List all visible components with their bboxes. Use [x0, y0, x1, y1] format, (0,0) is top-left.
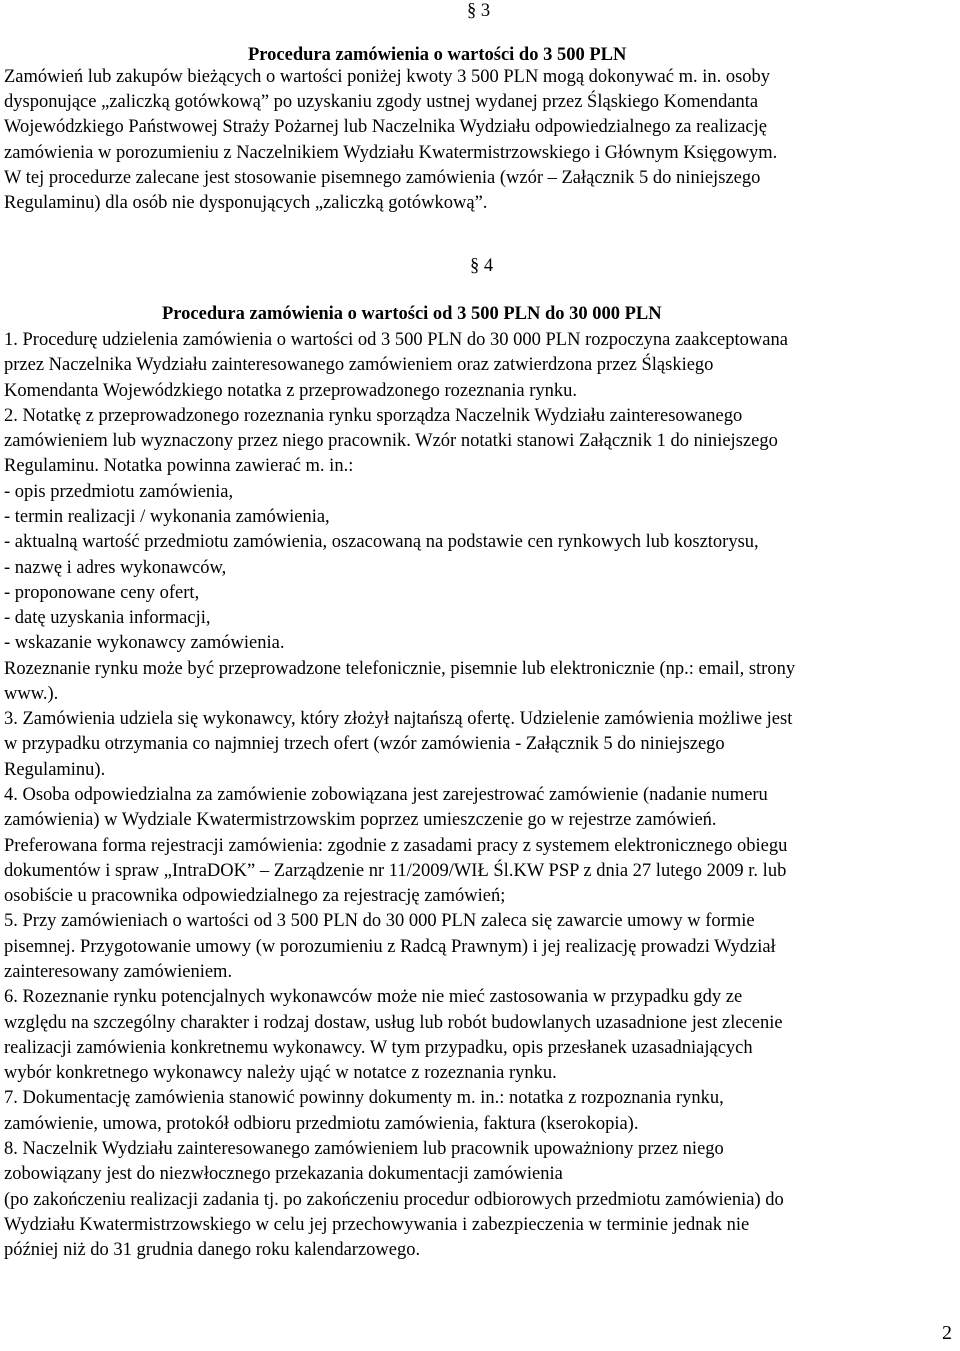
section-4-mark: § 4	[470, 256, 494, 276]
text-line: 1. Procedurę udzielenia zamówienia o wartości od 3 500 PLN do 30 000 PLN rozpoczyna zaakceptowana	[4, 330, 788, 350]
text-line: W tej procedurze zalecane jest stosowanie pisemnego zamówienia (wzór – Załącznik 5 do niniejszego	[4, 167, 761, 188]
text-line: 7. Dokumentację zamówienia stanowić powinny dokumenty m. in.: notatka z rozpoznania rynku,	[4, 1088, 724, 1109]
text-line: 2. Notatkę z przeprowadzonego rozeznania rynku sporządza Naczelnik Wydziału zainteresowanego	[4, 405, 743, 426]
text-line: Preferowana forma rejestracji zamówienia: zgodnie z zasadami pracy z systemem elektronicznego obiegu	[4, 835, 788, 856]
text-line: www.).	[4, 683, 59, 704]
text-line: dokumentów i spraw „IntraDOK” – Zarządzenie nr 11/2009/WIŁ Śl.KW PSP z dnia 27 lutego 2009 r. lub	[4, 860, 787, 881]
text-line: 5. Przy zamówieniach o wartości od 3 500 PLN do 30 000 PLN zaleca się zawarcie umowy w formie	[4, 911, 755, 932]
text-line: realizacji zamówienia konkretnemu wykonawcy. W tym przypadku, opis przesłanek uzasadniających	[4, 1037, 753, 1058]
text-line: - opis przedmiotu zamówienia,	[4, 481, 234, 502]
section-3-title: Procedura zamówienia o wartości do 3 500 PLN	[248, 45, 627, 65]
text-line: wybór konkretnego wykonawcy należy ująć w notatce z rozeznania rynku.	[4, 1063, 557, 1084]
text-line: w przypadku otrzymania co najmniej trzech ofert (wzór zamówienia - Załącznik 5 do niniejszego	[4, 734, 725, 755]
text-line: - aktualną wartość przedmiotu zamówienia, oszacowaną na podstawie cen rynkowych lub kosztorysu,	[4, 532, 759, 553]
text-line: zobowiązany jest do niezwłocznego przekazania dokumentacji zamówienia	[4, 1164, 563, 1185]
text-line: 6. Rozeznanie rynku potencjalnych wykonawców może nie mieć zastosowania w przypadku gdy ze	[4, 987, 743, 1008]
text-line: 3. Zamówienia udziela się wykonawcy, który złożył najtańszą ofertę. Udzielenie zamówienia możliwe jest	[4, 709, 793, 730]
text-line: względu na szczególny charakter i rodzaj dostaw, usług lub robót budowlanych uzasadnione jest zlecenie	[4, 1012, 783, 1033]
text-line: Rozeznanie rynku może być przeprowadzone telefonicznie, pisemnie lub elektronicznie (np.: email, strony	[4, 658, 796, 679]
text-line: zamówienie, umowa, protokół odbioru przedmiotu zamówienia, faktura (kserokopia).	[4, 1113, 639, 1134]
page-number: 2	[942, 1322, 952, 1344]
text-line: Regulaminu. Notatka powinna zawierać m. in.:	[4, 456, 354, 477]
text-line: pisemnej. Przygotowanie umowy (w porozumieniu z Radcą Prawnym) i jej realizację prowadzi Wydział	[4, 936, 776, 957]
text-line: Regulaminu).	[4, 759, 106, 780]
text-line: dysponujące „zaliczką gotówkową” po uzyskaniu zgody ustnej wydanej przez Śląskiego Komendanta	[4, 92, 759, 113]
text-line: zamówienia) w Wydziale Kwatermistrzowskim poprzez umieszczenie go w rejestrze zamówień.	[4, 810, 717, 831]
text-line: osobiście u pracownika odpowiedzialnego za rejestrację zamówień;	[4, 886, 506, 907]
text-line: zamówienia w porozumieniu z Naczelnikiem Wydziału Kwatermistrzowskiego i Głównym Księgowym.	[4, 142, 778, 163]
text-line: Zamówień lub zakupów bieżących o wartości poniżej kwoty 3 500 PLN mogą dokonywać m. in. osoby	[4, 67, 771, 87]
text-line: Regulaminu) dla osób nie dysponujących „zaliczką gotówkową”.	[4, 193, 488, 213]
text-line: 8. Naczelnik Wydziału zainteresowanego zamówieniem lub pracownik upoważniony przez niego	[4, 1138, 724, 1159]
text-line: 4. Osoba odpowiedzialna za zamówienie zobowiązana jest zarejestrować zamówienie (nadanie numeru	[4, 785, 768, 806]
text-line: zainteresowany zamówieniem.	[4, 962, 233, 982]
text-line: - proponowane ceny ofert,	[4, 582, 200, 603]
text-line: - termin realizacji / wykonania zamówienia,	[4, 506, 330, 527]
section-3-mark: § 3	[467, 1, 491, 21]
text-line: przez Naczelnika Wydziału zainteresowanego zamówieniem oraz zatwierdzona przez Śląskiego	[4, 355, 714, 376]
text-line: - wskazanie wykonawcy zamówienia.	[4, 633, 285, 654]
text-line: zamówieniem lub wyznaczony przez niego pracownik. Wzór notatki stanowi Załącznik 1 do niniejszego	[4, 431, 778, 452]
section-4-title: Procedura zamówienia o wartości od 3 500 PLN do 30 000 PLN	[162, 304, 662, 324]
text-line: Wydziału Kwatermistrzowskiego w celu jej przechowywania i zabezpieczenia w terminie jednak nie	[4, 1214, 750, 1235]
text-line: (po zakończeniu realizacji zadania tj. po zakończeniu procedur odbiorowych przedmiotu zamówienia) do	[4, 1189, 784, 1210]
text-line: Komendanta Wojewódzkiego notatka z przeprowadzonego rozeznania rynku.	[4, 380, 577, 401]
text-line: - datę uzyskania informacji,	[4, 608, 211, 629]
text-line: Wojewódzkiego Państwowej Straży Pożarnej lub Naczelnika Wydziału odpowiedzialnego za realizację	[4, 117, 767, 138]
text-line: - nazwę i adres wykonawców,	[4, 557, 227, 578]
text-line: później niż do 31 grudnia danego roku kalendarzowego.	[4, 1240, 421, 1261]
